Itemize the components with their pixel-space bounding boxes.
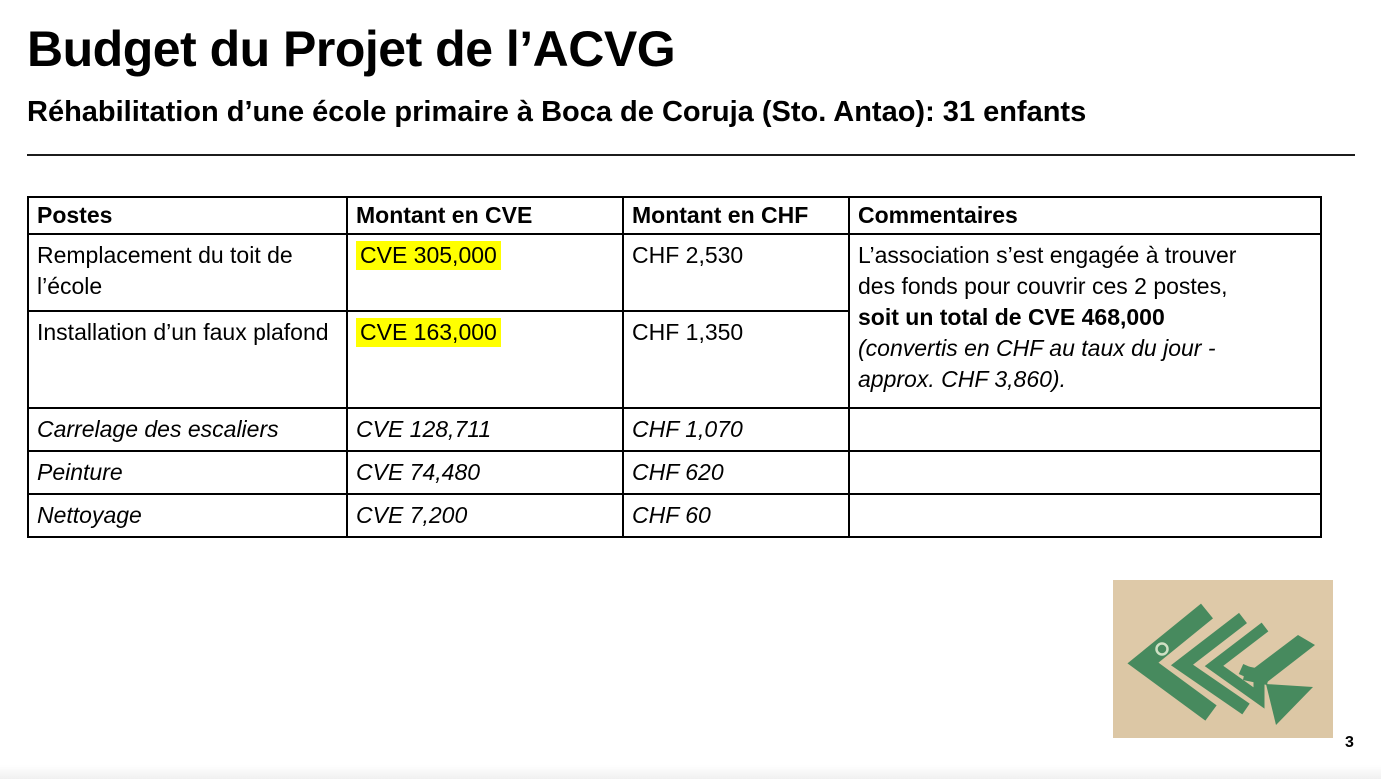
cell-poste: Remplacement du toit de l’école [28,234,347,311]
table-header-row [28,197,1321,234]
bottom-edge-shadow [0,765,1381,779]
cell-comment [849,234,1321,408]
header-commentaires: Commentaires [849,197,1321,234]
cell-cve [347,311,623,408]
cell-chf: CHF 1,350 [623,311,849,408]
cell-chf: CHF 2,530 [623,234,849,311]
cell-chf: CHF 60 [623,494,849,537]
cell-cve: CVE 74,480 [347,451,623,494]
cell-chf: CHF 620 [623,451,849,494]
cell-poste: Nettoyage [28,494,347,537]
budget-table [27,196,1322,538]
comment-line: L’association s’est engagée à trouver [858,242,1237,268]
comment-line: approx. CHF 3,860). [858,366,1066,392]
comment-line: soit un total de CVE 468,000 [858,304,1165,330]
header-montant-chf: Montant en CHF [623,197,849,234]
green-fish-logo [1113,580,1333,738]
comment-line: des fonds pour couvrir ces 2 postes, [858,273,1228,299]
highlighted-amount: CVE 163,000 [356,318,501,347]
header-postes: Postes [28,197,347,234]
cell-poste: Installation d’un faux plafond [28,311,347,408]
cell-comment-empty [849,451,1321,494]
cell-cve: CVE 7,200 [347,494,623,537]
cell-cve: CVE 128,711 [347,408,623,451]
header-montant-cve: Montant en CVE [347,197,623,234]
page-title: Budget du Projet de l’ACVG [27,21,676,77]
table-row [28,408,1321,451]
cell-comment-empty [849,408,1321,451]
page-number: 3 [1345,734,1354,751]
table-row [28,451,1321,494]
comment-line: (convertis en CHF au taux du jour - [858,335,1216,361]
table-row [28,494,1321,537]
cell-poste: Carrelage des escaliers [28,408,347,451]
table-row [28,234,1321,311]
horizontal-divider [27,154,1355,156]
cell-chf: CHF 1,070 [623,408,849,451]
cell-comment-empty [849,494,1321,537]
cell-cve [347,234,623,311]
page-subtitle: Réhabilitation d’une école primaire à Boca de Coruja (Sto. Antao): 31 enfants [27,96,1087,128]
highlighted-amount: CVE 305,000 [356,241,501,270]
cell-poste: Peinture [28,451,347,494]
